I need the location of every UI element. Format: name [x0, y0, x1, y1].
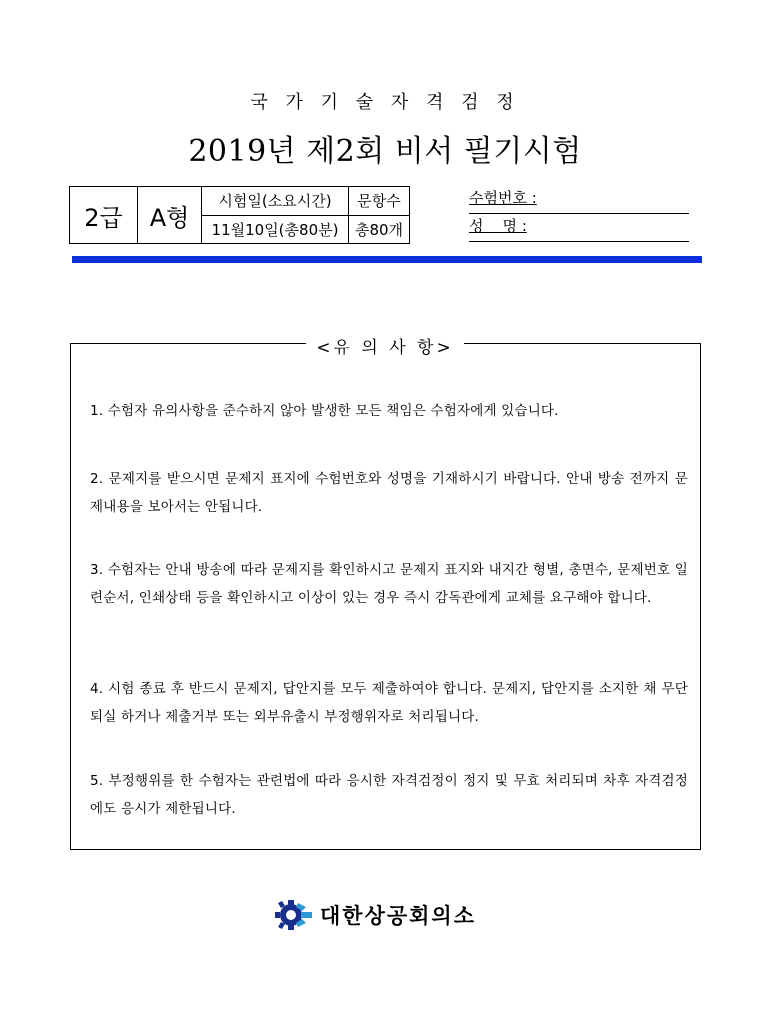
count-header-cell: 문항수 — [349, 187, 410, 216]
gear-logo-icon — [270, 897, 314, 933]
exam-info-table — [69, 186, 410, 244]
form-cell: A형 — [138, 187, 202, 244]
notice-item-1: 1. 수험자 유의사항을 준수하지 않아 발생한 모든 책임은 수험자에게 있습니다. — [90, 403, 559, 419]
notice-item-5: 5. 부정행위를 한 수험자는 관련법에 따라 응시한 자격검정이 정지 및 무효 처리되며 차후 자격검정에도 응시가 제한됩니다. — [90, 773, 688, 817]
examinee-number-label: 수험번호 : — [469, 189, 537, 207]
notice-item-3: 3. 수험자는 안내 방송에 따라 문제지를 확인하시고 문제지 표지와 내지간 형별, 총면수, 문제번호 일련순서, 인쇄상태 등을 확인하시고 이상이 있는 경우 즉시 감독관에게 교체를 요구해야 합니다. — [90, 562, 688, 606]
organization-name: 대한상공회의소 — [320, 904, 477, 928]
grade-cell: 2급 — [70, 187, 138, 244]
examinee-fields — [469, 186, 689, 242]
notice-title-text: <유 의 사 항> — [306, 338, 463, 358]
examinee-name-field[interactable] — [469, 214, 689, 242]
page-title: 2019년 제2회 비서 필기시험 — [188, 134, 582, 169]
date-header-cell: 시험일(소요시간) — [202, 187, 349, 216]
count-value-cell: 총80개 — [349, 215, 410, 244]
exam-type-heading: 국 가 기 술 자 격 검 정 — [250, 92, 520, 113]
header-divider-bar — [72, 256, 702, 263]
notice-title — [0, 333, 770, 358]
examinee-name-label: 성 명 : — [469, 217, 527, 235]
notice-item-2: 2. 문제지를 받으시면 문제지 표지에 수험번호와 성명을 기재하시기 바랍니다. 안내 방송 전까지 문제내용을 보아서는 안됩니다. — [90, 471, 688, 515]
organization-logo — [270, 897, 476, 933]
notice-item-4: 4. 시험 종료 후 반드시 문제지, 답안지를 모두 제출하여야 합니다. 문제지, 답안지를 소지한 채 무단퇴실 하거나 제출거부 또는 외부유출시 부정행위자로 처리됩니다. — [90, 681, 688, 725]
date-value-cell: 11월10일(총80분) — [202, 215, 349, 244]
examinee-number-field[interactable] — [469, 186, 689, 214]
